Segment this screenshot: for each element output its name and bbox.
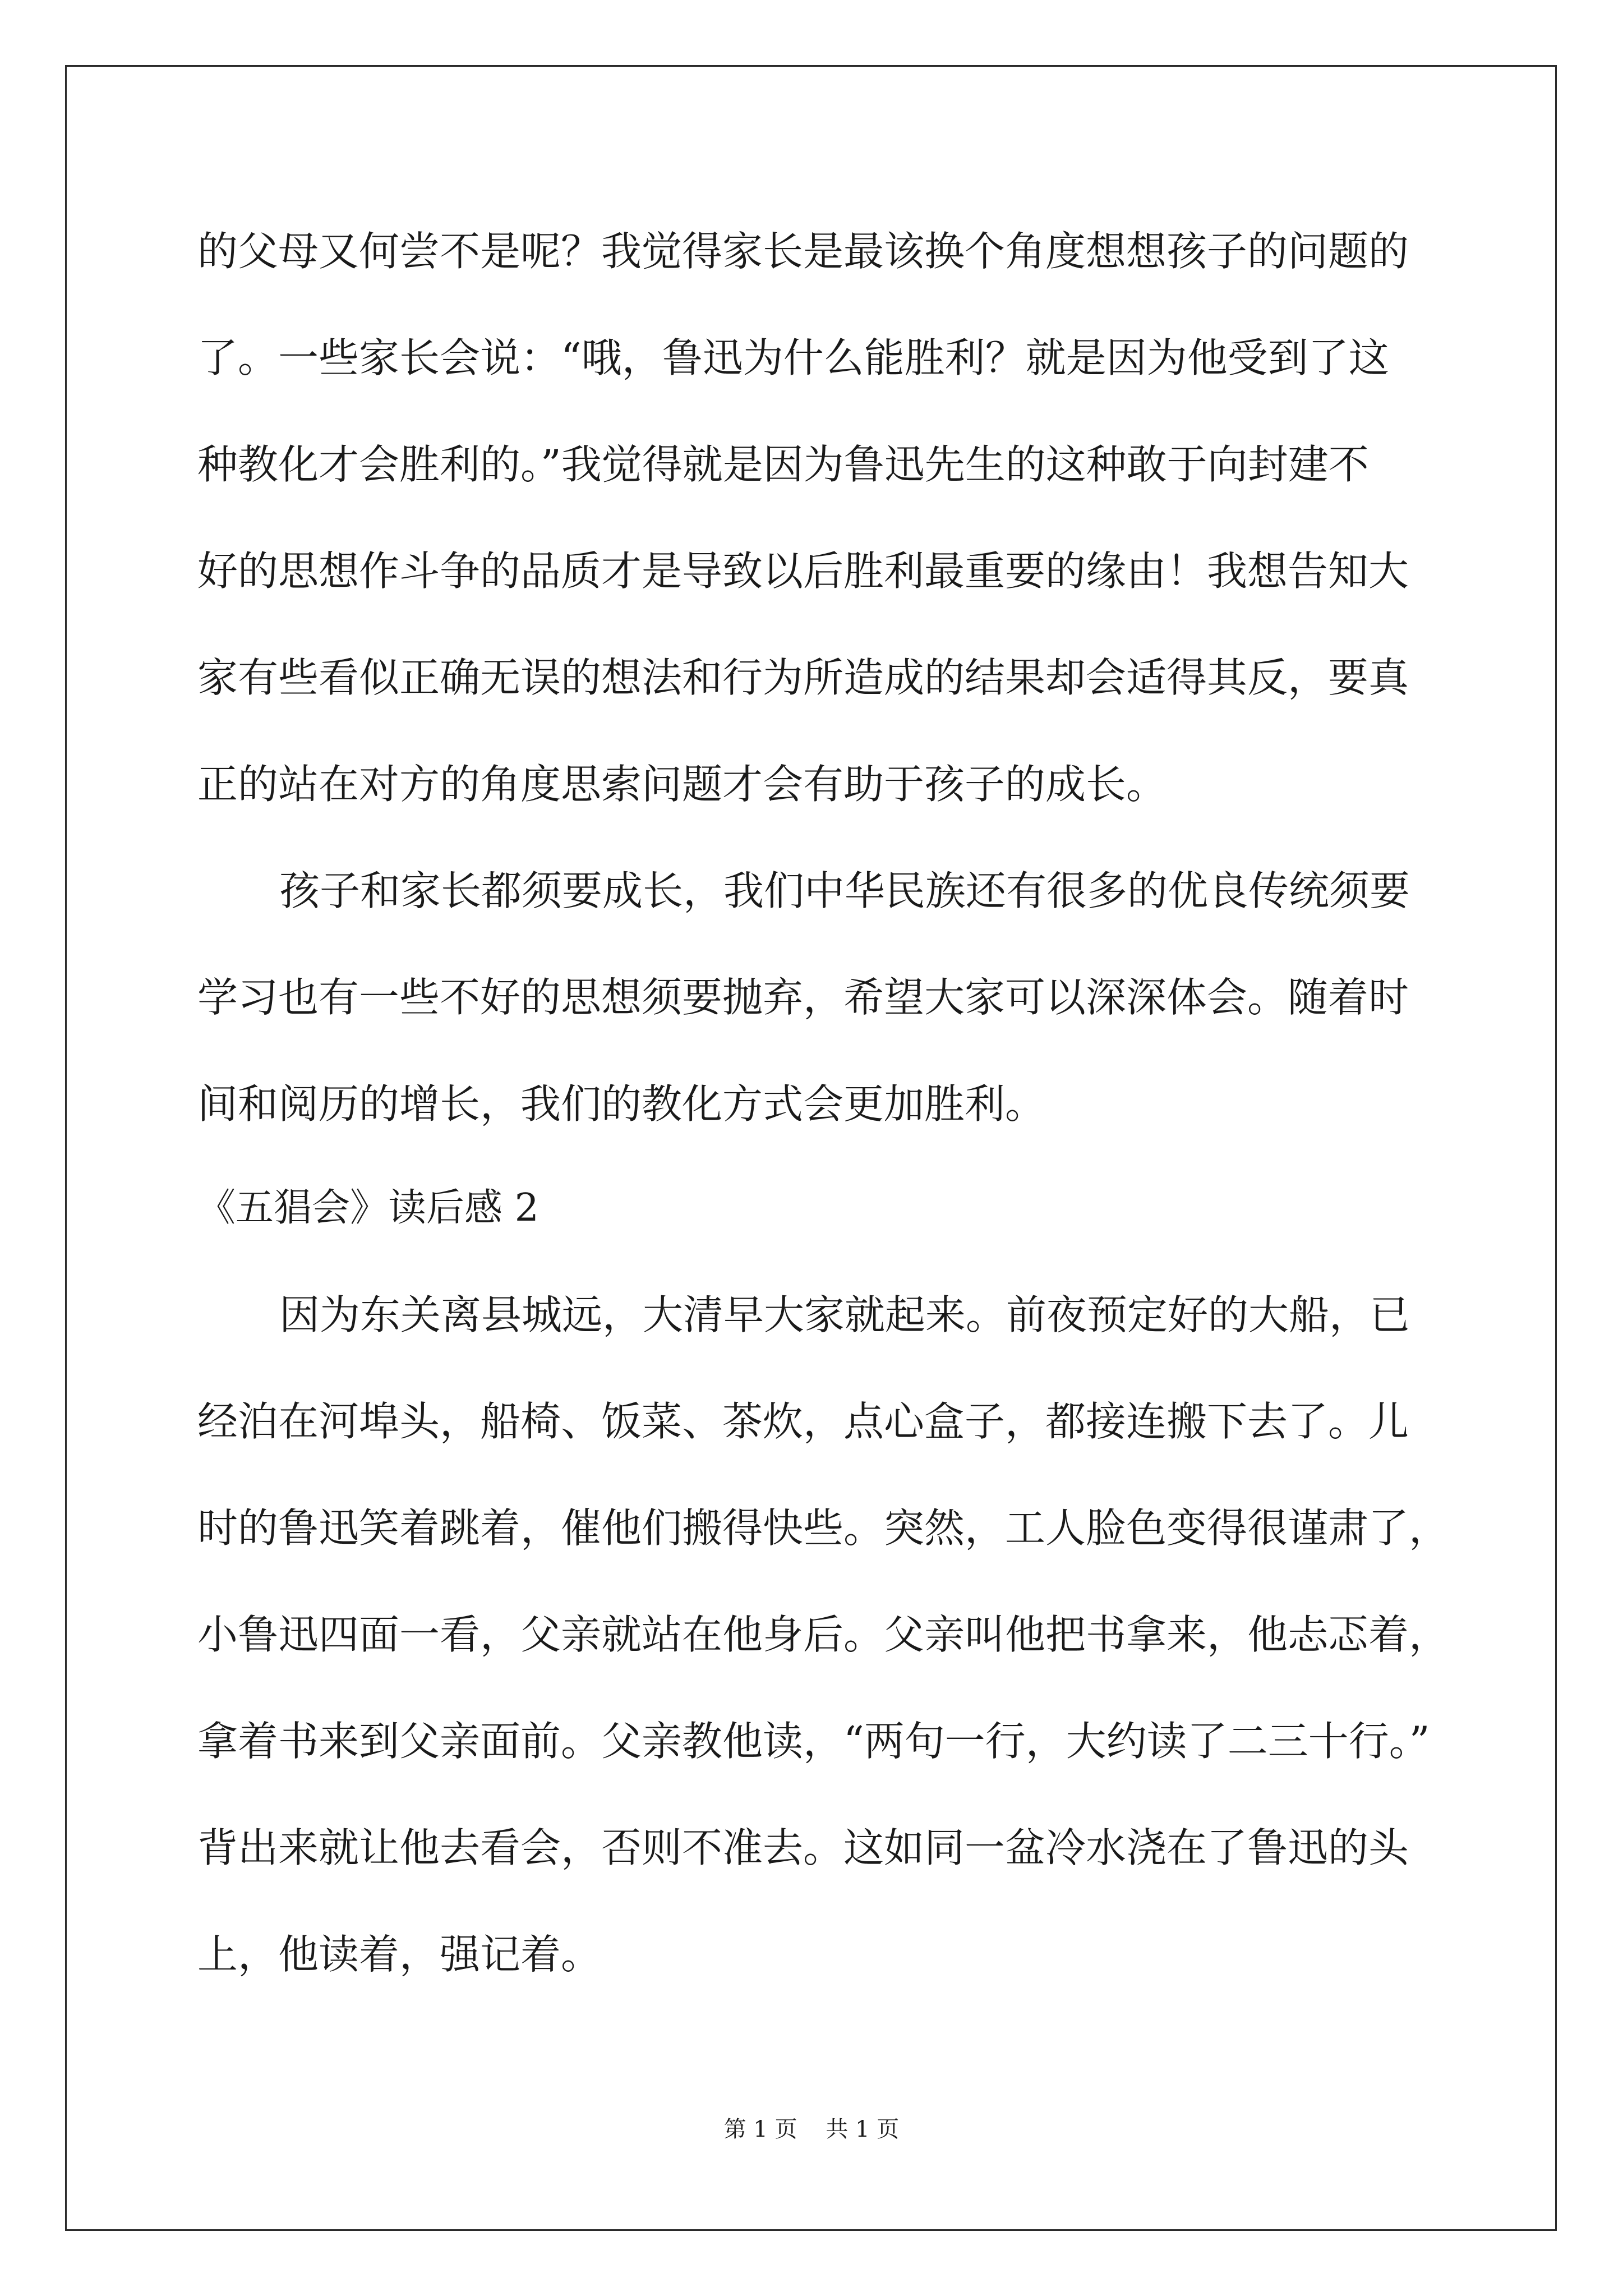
paragraph-3-line-2: 经泊在河埠头，船椅、饭菜、茶炊，点心盒子，都接连搬下去了。儿 — [197, 1398, 1409, 1445]
paragraph-1-line-5: 家有些看似正确无误的想法和行为所造成的结果却会适得其反，要真 — [197, 654, 1409, 701]
paragraph-1-line-3: 种教化才会胜利的。”我觉得就是因为鲁迅先生的这种敢于向封建不 — [197, 441, 1369, 488]
section-heading: 《五猖会》读后感 2 — [197, 1186, 539, 1230]
paragraph-3-line-7: 上，他读着，强记着。 — [197, 1931, 602, 1978]
paragraph-3-line-4: 小鲁迅四面一看，父亲就站在他身后。父亲叫他把书拿来，他忐忑着， — [197, 1611, 1450, 1658]
paragraph-2-line-3: 间和阅历的增长，我们的教化方式会更加胜利。 — [197, 1080, 1046, 1128]
paragraph-3-line-3: 时的鲁迅笑着跳着，催他们搬得快些。突然，工人脸色变得很谨肃了， — [197, 1504, 1450, 1552]
paragraph-3-line-6: 背出来就让他去看会，否则不准去。这如同一盆冷水浇在了鲁迅的头 — [197, 1824, 1409, 1871]
paragraph-1-line-1: 的父母又何尝不是呢？我觉得家长是最该换个角度想想孩子的问题的 — [197, 228, 1409, 275]
paragraph-3-line-5: 拿着书来到父亲面前。父亲教他读，“两句一行，大约读了二三十行。” — [197, 1718, 1430, 1765]
paragraph-3-line-1: 因为东关离县城远，大清早大家就起来。前夜预定好的大船，已 — [279, 1291, 1410, 1338]
paragraph-2-line-2: 学习也有一些不好的思想须要抛弃，希望大家可以深深体会。随着时 — [197, 974, 1409, 1021]
page-border — [65, 65, 1557, 2231]
paragraph-2-line-1: 孩子和家长都须要成长，我们中华民族还有很多的优良传统须要 — [279, 867, 1410, 914]
paragraph-1-line-2: 了。一些家长会说：“哦，鲁迅为什么能胜利？就是因为他受到了这 — [197, 334, 1389, 381]
paragraph-1-line-6: 正的站在对方的角度思索问题才会有助于孩子的成长。 — [197, 761, 1167, 808]
page-number-footer: 第 1 页 共 1 页 — [723, 2116, 900, 2142]
paragraph-1-line-4: 好的思想作斗争的品质才是导致以后胜利最重要的缘由！我想告知大 — [197, 547, 1409, 595]
